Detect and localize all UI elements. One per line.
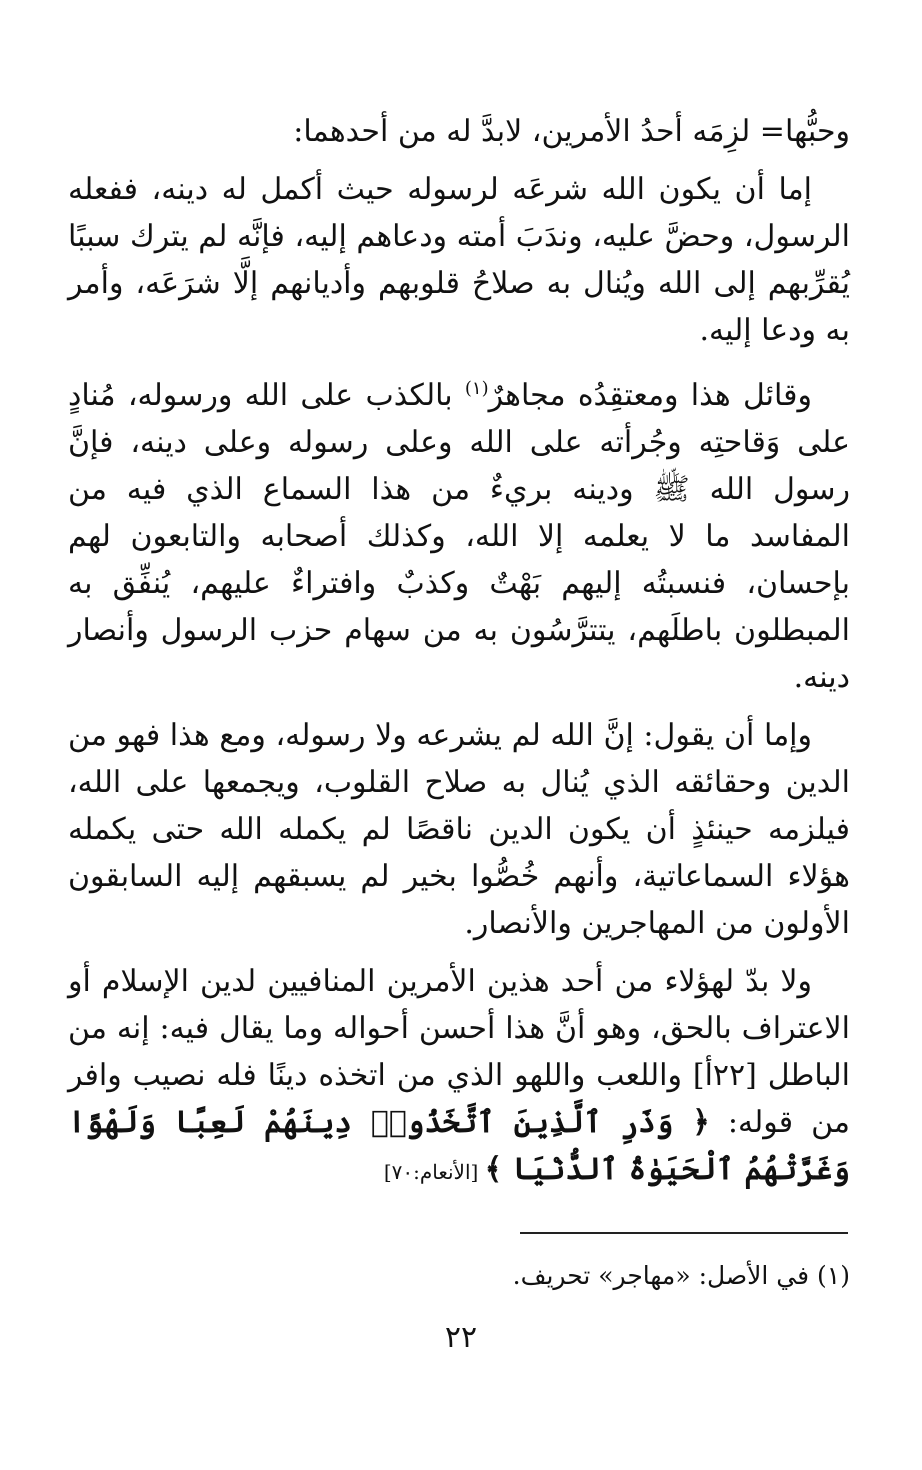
footnote-marker[interactable]: (١) <box>464 378 489 399</box>
paragraph-5 <box>68 958 850 1196</box>
quran-verse: ﴿ وَذَرِ ٱلَّذِينَ ٱتَّخَذُوا۟ دِينَهُمْ لَعِبًا وَلَهْوًا وَغَرَّتْهُمُ ٱلْحَيَوٰةُ ٱلدُّنْيَا ﴾ <box>68 1105 850 1187</box>
footnote-divider <box>520 1232 848 1234</box>
paragraph-4: وإما أن يقول: إنَّ الله لم يشرعه ولا رسوله، ومع هذا فهو من الدين وحقائقه الذي يُنال به صلاح القلوب، ويجمعها على الله، فيلزمه حينئذٍ أن يكون الدين ناقصًا لم يكمله الله حتى يكمله هؤلاء السماعاتية، وأنهم خُصُّوا بخير لم يسبقهم إليه السابقون الأولون من المهاجرين والأنصار. <box>68 718 850 941</box>
main-text <box>68 108 850 1207</box>
page-number: ٢٢ <box>444 1320 478 1355</box>
footnote: (١) في الأصل: «مهاجر» تحريف. <box>512 1261 850 1290</box>
verse-reference: [الأنعام:٧٠] <box>383 1160 485 1184</box>
paragraph-2: إما أن يكون الله شرعَه لرسوله حيث أكمل له دينه، ففعله الرسول، وحضَّ عليه، وندَبَ أمته ودعاهم إليه، فإنَّه لم يترك سببًا يُقرِّبهم إلى الله ويُنال به صلاحُ قلوبهم وأديانهم إلَّا شرَعَه، وأمر به ودعا إليه. <box>68 172 850 348</box>
paragraph-1: وحبُّها= لزِمَه أحدُ الأمرين، لابدَّ له من أحدهما: <box>293 114 850 149</box>
paragraph-5-text: ولا بدّ لهؤلاء من أحد هذين الأمرين المنافيين لدين الإسلام أو الاعتراف بالحق، وهو أنَّ هذا أحسن أحواله وما يقال فيه: إنه من الباطل [٢٢أ] واللعب واللهو الذي من اتخذه دينًا فله نصيب وافر من قوله: <box>68 964 851 1140</box>
paragraph-3-start: وقائل هذا ومعتقِدُه مجاهرٌ <box>488 378 812 413</box>
paragraph-3-rest: بالكذب على الله ورسوله، مُنادٍ على وَقاحتِه وجُرأته على الله وعلى رسوله وعلى دينه، فإنَّ رسول الله ﷺ ودينه بريءٌ من هذا السماع الذي فيه من المفاسد ما لا يعلمه إلا الله، وكذلك أصحابه والتابعون لهم بإحسان، فنسبتُه إليهم بَهْتٌ وكذبٌ وافتراءٌ عليهم، يُنفِّق به المبطلون باطلَهم، يتترَّسُون به من سهام حزب الرسول وأنصار دينه. <box>68 378 850 695</box>
paragraph-3 <box>68 365 850 701</box>
